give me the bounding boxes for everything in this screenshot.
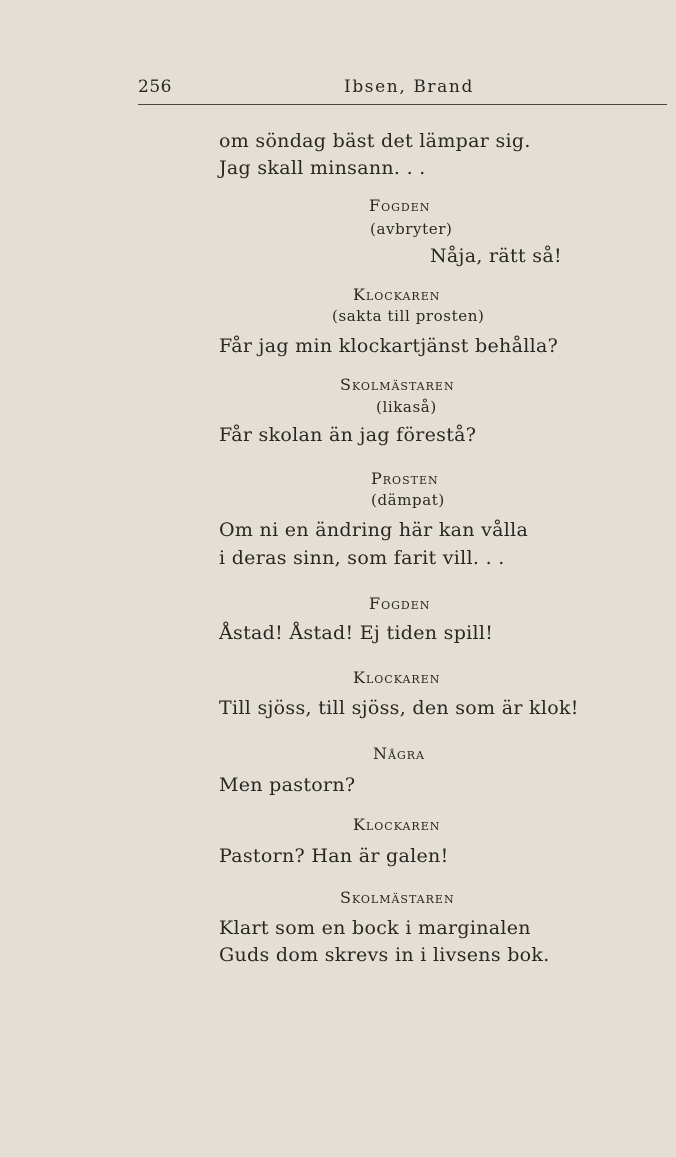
verse-line: Men pastorn? — [219, 774, 356, 796]
verse-line: Nåja, rätt så! — [430, 245, 562, 267]
verse-line: Åstad! Åstad! Ej tiden spill! — [219, 622, 494, 644]
speaker-name: Prosten — [371, 469, 439, 488]
verse-line: Guds dom skrevs in i livsens bok. — [219, 944, 550, 966]
stage-direction: (avbryter) — [370, 220, 453, 238]
verse-line: i deras sinn, som farit vill. . . — [219, 547, 505, 569]
verse-line: Klart som en bock i marginalen — [219, 917, 531, 939]
speaker-name: Några — [373, 744, 425, 763]
verse-line: Får skolan än jag förestå? — [219, 424, 477, 446]
verse-line: Pastorn? Han är galen! — [219, 845, 449, 867]
header-rule — [138, 104, 667, 105]
speaker-name: Klockaren — [353, 285, 441, 304]
verse-line: Till sjöss, till sjöss, den som är klok! — [219, 697, 579, 719]
speaker-name: Klockaren — [353, 815, 441, 834]
verse-line: Jag skall minsann. . . — [219, 157, 426, 179]
speaker-name: Fogden — [369, 196, 431, 215]
page-number: 256 — [138, 77, 172, 97]
verse-line: om söndag bäst det lämpar sig. — [219, 130, 531, 152]
speaker-name: Fogden — [369, 594, 431, 613]
speaker-name: Klockaren — [353, 668, 441, 687]
speaker-name: Skolmästaren — [340, 888, 455, 907]
running-head: Ibsen, Brand — [344, 77, 474, 97]
stage-direction: (likaså) — [376, 398, 437, 416]
speaker-name: Skolmästaren — [340, 375, 455, 394]
stage-direction: (dämpat) — [371, 491, 445, 509]
verse-line: Får jag min klockartjänst behålla? — [219, 335, 559, 357]
verse-line: Om ni en ändring här kan vålla — [219, 519, 529, 541]
stage-direction: (sakta till prosten) — [332, 307, 485, 325]
